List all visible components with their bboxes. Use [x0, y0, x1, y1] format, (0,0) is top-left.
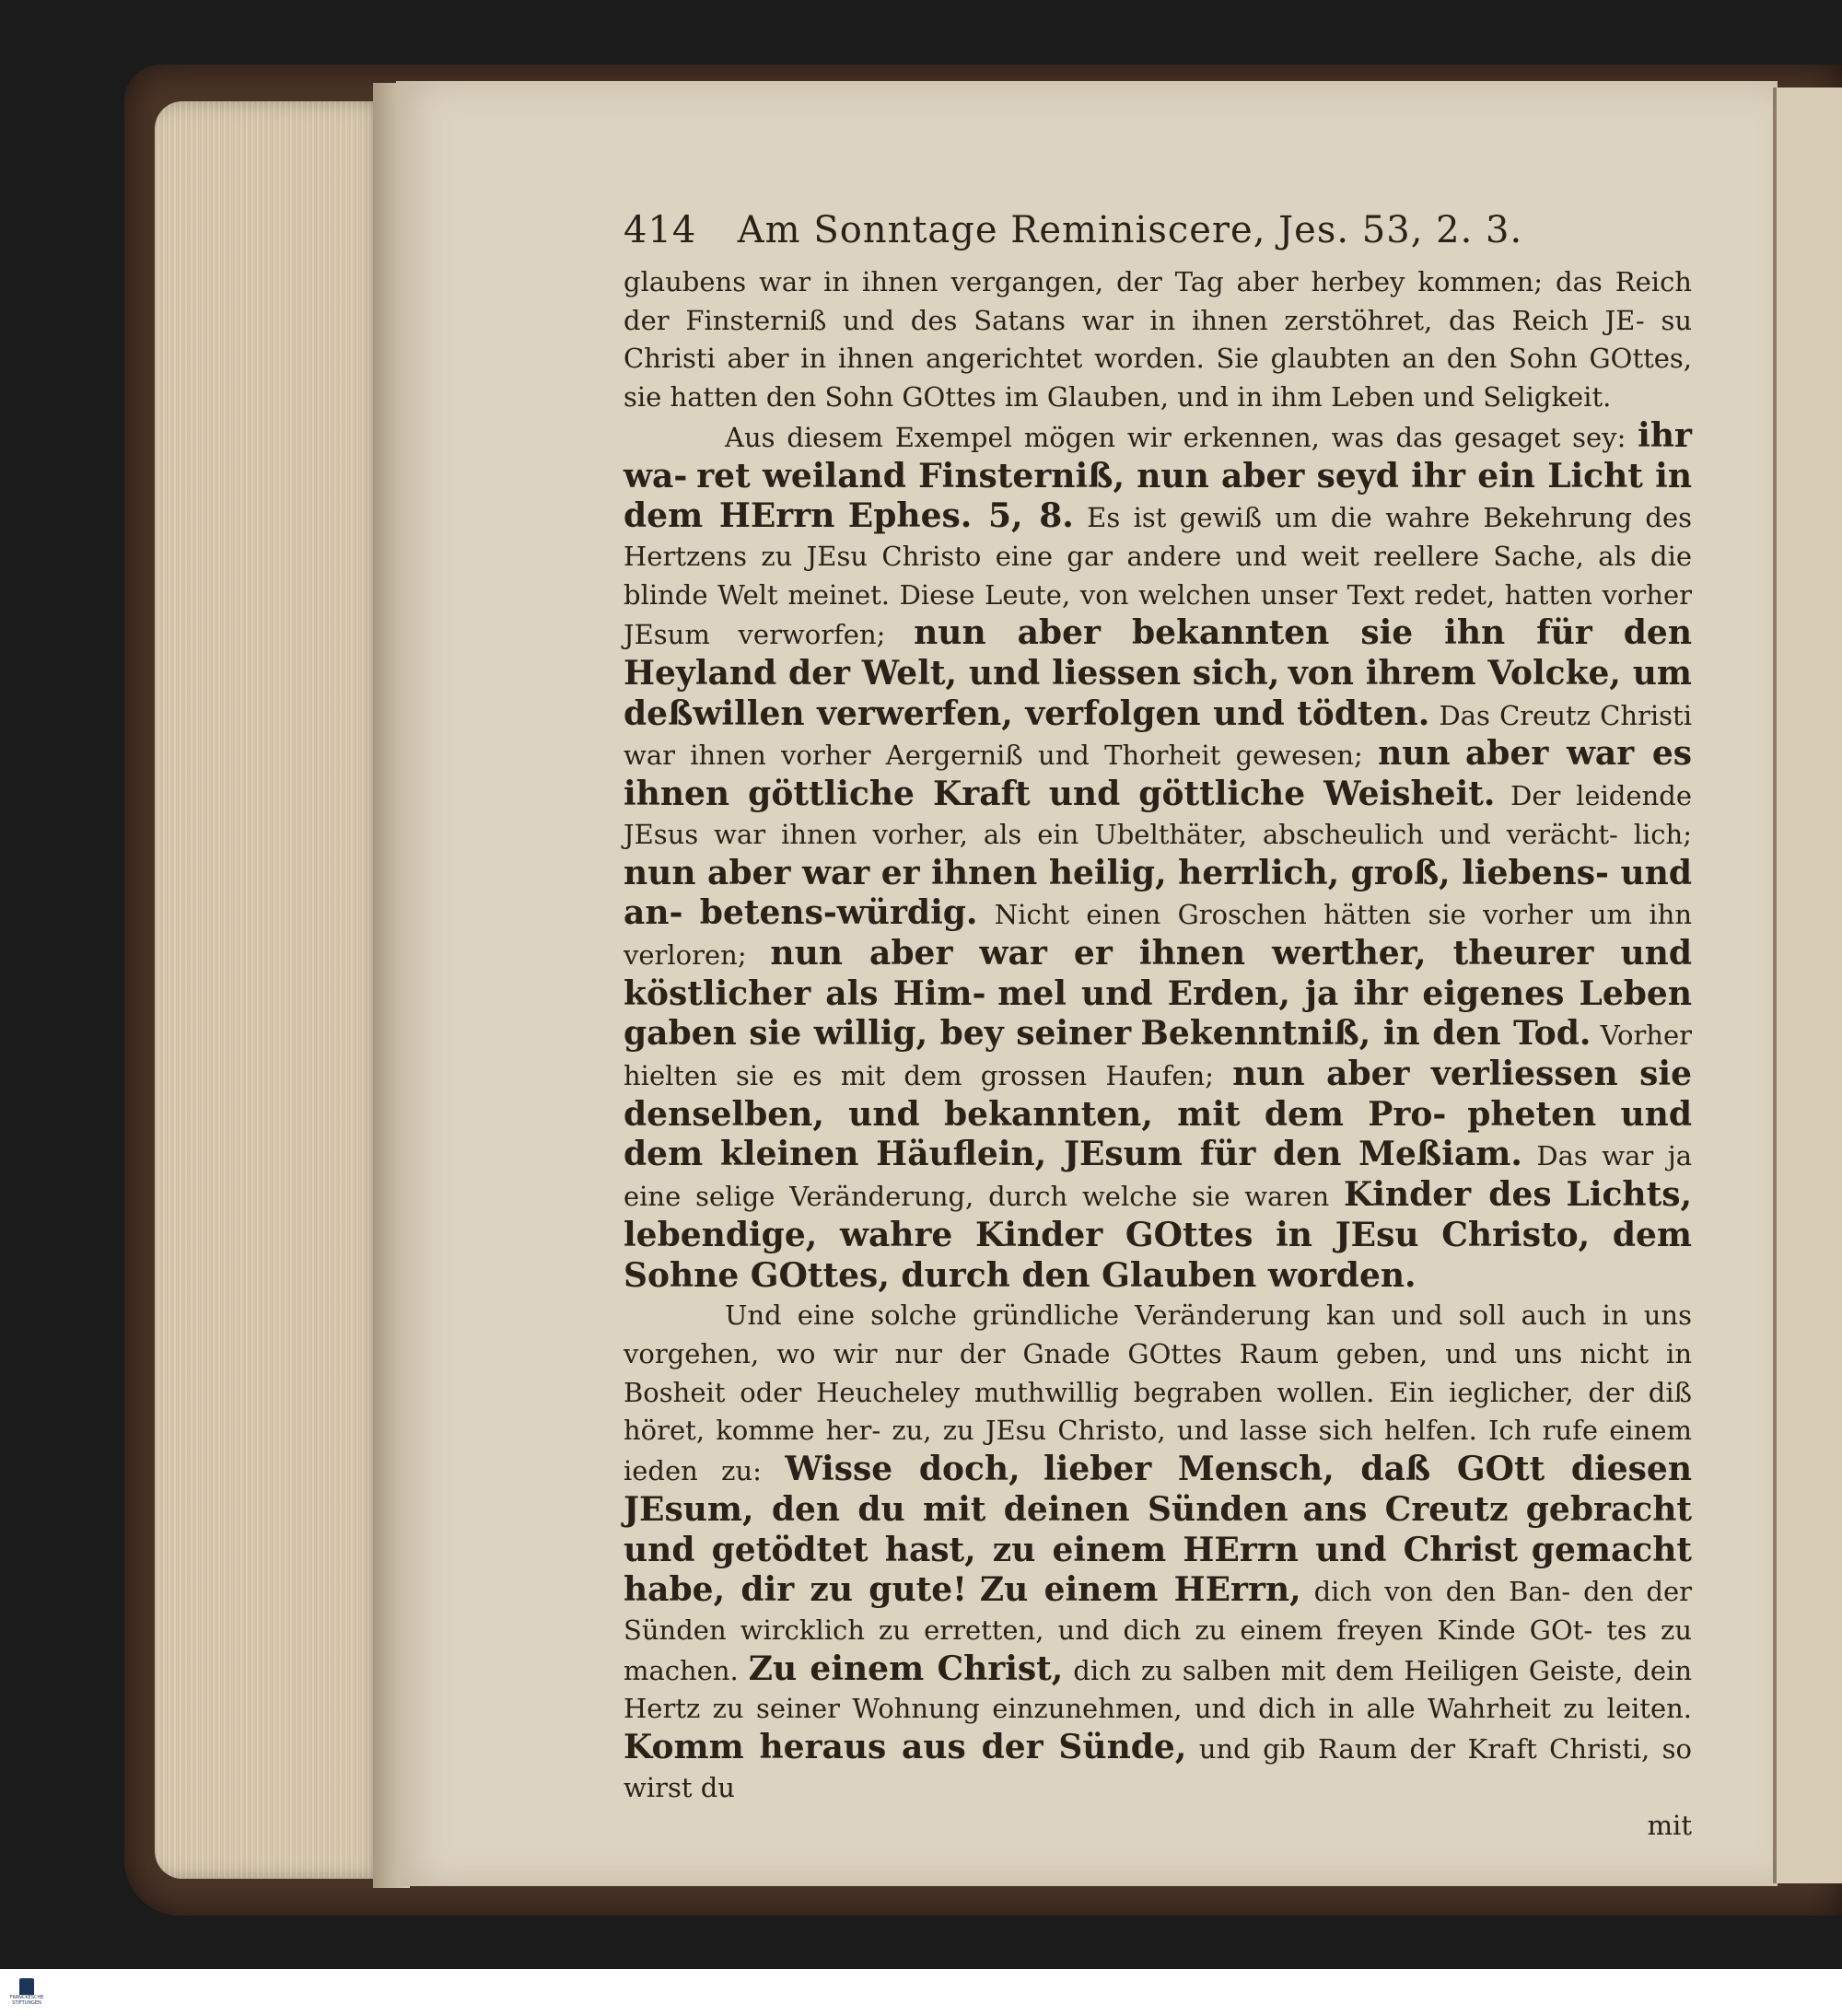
- body-text: [624, 263, 1692, 1807]
- paragraph: [624, 1297, 1692, 1807]
- bold-text: Bekenntniß, in den Tod.: [1140, 1014, 1591, 1054]
- bold-text: Wisse doch,: [785, 1450, 1020, 1489]
- viewer-footer: [0, 1969, 1842, 2016]
- text-run: Nicht einen Groschen hätten sie vorher um ihn verloren;: [624, 899, 1693, 971]
- bold-text: Kinder des: [1343, 1175, 1552, 1215]
- bold-text: ans Creutz gebracht und getödtet hast, zu einem HErrn und Christ: [624, 1489, 1693, 1569]
- bold-text: Zu einem Christ,: [748, 1649, 1064, 1688]
- text-run: Diese Leute, von welchen unser Text redet, hatten vorher JEsum verworfen;: [624, 578, 1692, 651]
- text-run: tes zu machen.: [624, 1614, 1693, 1686]
- text-run: Christo eine gar andere und weit reellere Sache, als die blinde Welt meinet.: [624, 540, 1693, 611]
- bold-text: nun aber war er ihnen heilig, herrlich, groß, liebens- und an-: [624, 853, 1693, 933]
- page-edges: [155, 101, 385, 1879]
- bold-text: gemacht habe, dir zu gute!: [624, 1530, 1693, 1610]
- text-run: der Finsterniß und des Satans war in ihnen zerstöhret, das Reich JE-: [624, 304, 1645, 336]
- bold-text: lieber Mensch, daß GOtt diesen JEsum, den du mit deinen Sünden: [624, 1450, 1692, 1529]
- page-header: [624, 204, 1692, 256]
- bold-text: nun: [1378, 734, 1451, 774]
- bold-text: Lichts, lebendige, wahre Kinder GOttes in JEsu Christo, dem: [624, 1175, 1693, 1254]
- text-run: leidende JEsus war ihnen vorher, als ein Ubelthäter, abscheulich und verächt-: [624, 780, 1692, 850]
- bold-text: Zu einem HErrn,: [979, 1570, 1301, 1610]
- page-number: 414: [624, 209, 697, 251]
- text-run: und Seligkeit.: [1423, 381, 1612, 414]
- logo-mark-icon: [19, 1978, 34, 1995]
- text-run: Das war ja eine selige Veränderung, durch welche sie waren: [624, 1140, 1692, 1213]
- bold-text: Ephes. 5, 8.: [847, 496, 1074, 536]
- text-run: su Christi aber in ihnen angerichtet worden. Sie glaubten an den Sohn: [624, 304, 1692, 375]
- bold-text: nun aber war er ihnen werther, theurer und köstlicher als Him-: [624, 933, 1692, 1013]
- text-run: lich;: [1633, 818, 1692, 850]
- running-head: Am Sonntage Reminiscere, Jes. 53, 2. 3.: [737, 209, 1523, 251]
- text-run: zu, zu JEsu Christo, und lasse sich helfen. Ich rufe einem ieden zu:: [624, 1415, 1692, 1487]
- bold-text: Sohne GOttes, durch den Glauben worden.: [624, 1255, 1416, 1295]
- bold-text: ihr wa-: [624, 415, 1692, 495]
- text-run: Und eine solche gründliche Veränderung kan und soll auch in uns vorgehen,: [624, 1299, 1692, 1369]
- text-run: Aus diesem Exempel mögen wir erkennen, was das gesaget sey:: [725, 421, 1626, 453]
- text-run: dich zu salben mit dem Heiligen Geiste,: [1073, 1654, 1624, 1686]
- text-run: GOttes, sie hatten den Sohn GOttes im Glauben, und in ihm Leben: [624, 343, 1693, 414]
- bold-text: von ihrem Volcke, um deßwillen verwerfen, verfolgen und tödten.: [624, 654, 1693, 733]
- text-run: Vorher hielten sie es mit dem grossen Haufen;: [624, 1020, 1693, 1092]
- bold-text: betens-würdig.: [699, 893, 978, 933]
- text-run: und gib Raum der Kraft Christi, so wirst du: [624, 1733, 1693, 1803]
- text-run: Der: [1510, 780, 1561, 812]
- bold-text: nun aber verliessen sie denselben, und bekannten, mit dem Pro-: [624, 1055, 1692, 1134]
- text-run: Das Creutz Christi war ihnen vorher Aergerniß und Thorheit gewesen;: [624, 699, 1692, 772]
- text-run: dich von den Ban-: [1313, 1576, 1571, 1608]
- paragraph: [624, 263, 1692, 417]
- catchword: mit: [1647, 1810, 1692, 1842]
- paragraph: [624, 417, 1692, 1297]
- institution-logo: [6, 1971, 48, 2013]
- text-run: den der Sünden wircklich zu erretten, und dich zu einem freyen Kinde GOt-: [624, 1576, 1693, 1646]
- bold-text: aber war es ihnen göttliche Kraft und göttliche Weisheit.: [624, 734, 1693, 814]
- text-run: Es ist gewiß um die wahre Bekehrung des Hertzens zu JEsu: [624, 502, 1693, 572]
- bold-text: mel und Erden, ja ihr eigenes Leben gaben sie willig, bey seiner: [624, 973, 1693, 1054]
- logo-text: FRANCKESCHE STIFTUNGEN: [9, 1995, 44, 2006]
- bold-text: Komm heraus aus der Sünde,: [624, 1728, 1187, 1767]
- text-run: Heucheley muthwillig begraben wollen. Ein ieglicher, der diß höret, komme her-: [624, 1376, 1692, 1447]
- page-text: [624, 204, 1692, 1844]
- facing-page-edge: [1773, 87, 1842, 1883]
- text-run: dein Hertz zu seiner Wohnung einzunehmen, und dich in alle Wahrheit zu leiten.: [624, 1654, 1693, 1725]
- bold-text: nun aber bekannten sie ihn für den Heyland der Welt, und liessen sich,: [624, 613, 1693, 693]
- bold-text: pheten und dem kleinen Häuflein, JEsum für den Meßiam.: [624, 1094, 1693, 1174]
- bold-text: ret weiland Finsterniß, nun aber seyd ihr ein Licht in dem HErrn: [624, 456, 1692, 536]
- text-run: glaubens war in ihnen vergangen, der Tag aber herbey kommen; das Reich: [624, 266, 1692, 297]
- text-run: wo wir nur der Gnade GOttes Raum geben, und uns nicht in Bosheit oder: [624, 1337, 1692, 1408]
